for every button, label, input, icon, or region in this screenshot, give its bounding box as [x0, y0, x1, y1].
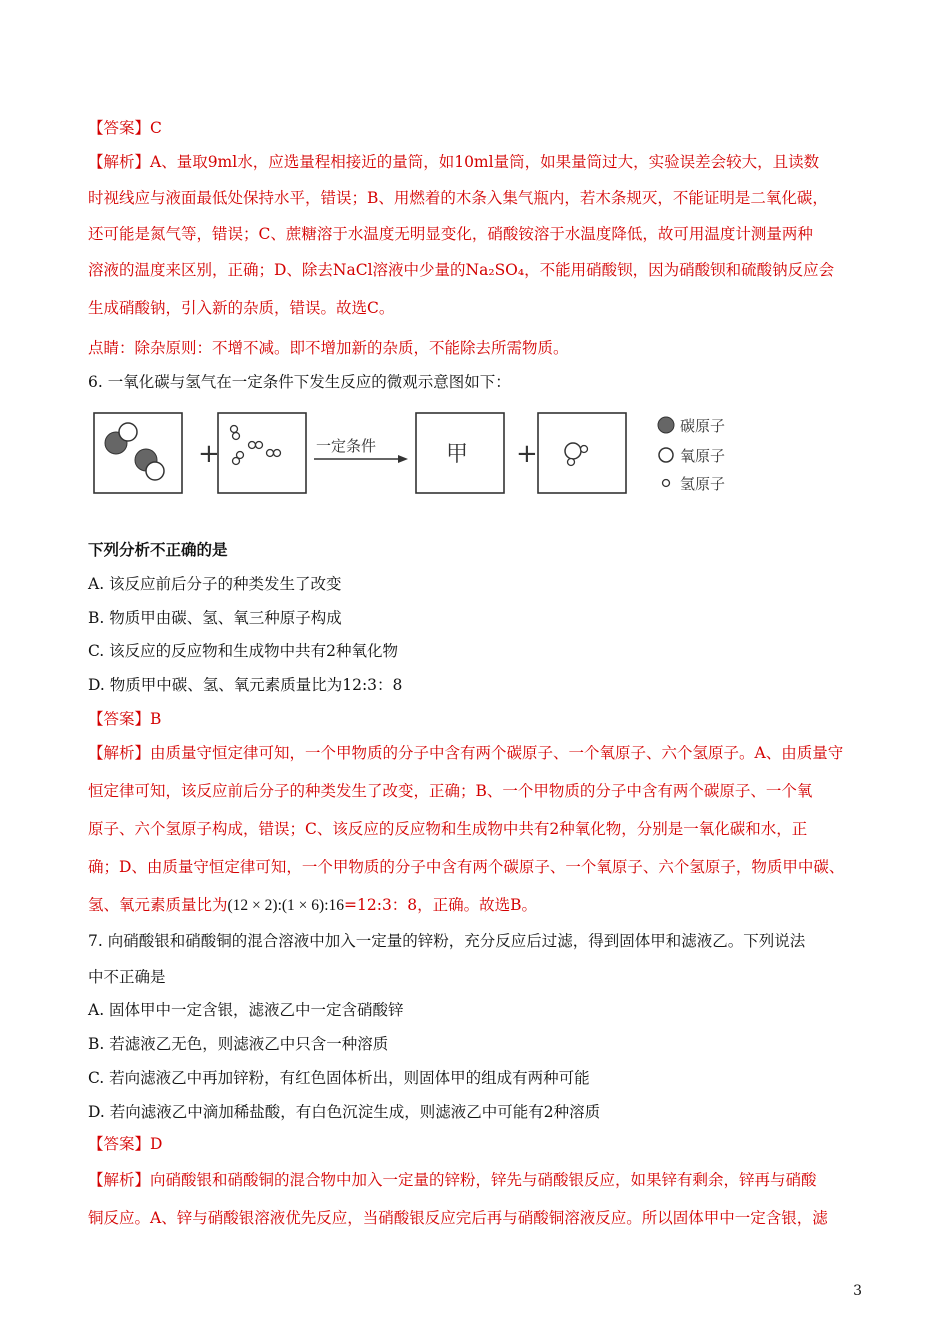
q6-analysis-line: 确；D、由质量守恒定律可知，一个甲物质的分子中含有两个碳原子、一个氧原子、六个氢原子，物质甲中碳、 — [88, 858, 845, 876]
co-molecule-icon — [105, 423, 137, 454]
q7-stem-line: 7. 向硝酸银和硝酸铜的混合溶液中加入一定量的锌粉，充分反应后过滤，得到固体甲和滤液乙。下列说法 — [88, 932, 806, 950]
mass-ratio-formula: (12 × 2):(1 × 6):16 — [227, 897, 345, 914]
arrow-condition: 一定条件 — [316, 437, 377, 455]
q7-analysis-line: 铜反应。A、锌与硝酸银溶液优先反应，当硝酸银反应完后再与硝酸铜溶液反应。所以固体甲中一定含银，滤 — [88, 1209, 828, 1227]
oxygen-atom-icon — [659, 448, 673, 462]
q6-analysis-line: 【解析】由质量守恒定律可知，一个甲物质的分子中含有两个碳原子、一个氧原子、六个氢原子。A、由质量守 — [88, 744, 844, 762]
q5-answer: 【答案】C — [88, 119, 162, 137]
analysis-prefix: 氢、氧元素质量比为 — [88, 896, 228, 914]
q5-analysis-line: 溶液的温度来区别，正确；D、除去NaCl溶液中少量的Na₂SO₄，不能用硝酸钡，因为硝酸钡和硫酸钠反应会 — [88, 261, 835, 279]
analysis-suffix: =12:3：8，正确。故选B。 — [344, 896, 538, 914]
legend-oxygen: 氧原子 — [680, 447, 726, 465]
page-number: 3 — [853, 1283, 862, 1299]
product-box-water — [538, 413, 626, 493]
q6-analysis-line — [88, 895, 537, 916]
water-molecule-icon — [565, 443, 588, 466]
carbon-atom-icon — [658, 417, 674, 433]
q7-answer: 【答案】D — [88, 1135, 163, 1153]
q7-option-c: C. 若向滤液乙中再加锌粉，有红色固体析出，则固体甲的组成有两种可能 — [88, 1069, 590, 1087]
product-label: 甲 — [446, 442, 469, 467]
arrow-head-icon — [398, 455, 408, 463]
h2-molecules-icon — [231, 426, 281, 465]
q7-option-b: B. 若滤液乙无色，则滤液乙中只含一种溶质 — [88, 1035, 389, 1053]
q7-option-d: D. 若向滤液乙中滴加稀盐酸，有白色沉淀生成，则滤液乙中可能有2种溶质 — [88, 1103, 601, 1121]
q6-answer: 【答案】B — [88, 710, 162, 728]
legend-carbon: 碳原子 — [680, 417, 726, 435]
q7-option-a: A. 固体甲中一定含银，滤液乙中一定含硝酸锌 — [88, 1001, 404, 1019]
q6-analysis-line: 原子、六个氢原子构成，错误；C、该反应的反应物和生成物中共有2种氧化物，分别是一氧化碳和水，正 — [88, 820, 808, 838]
q7-stem-line: 中不正确是 — [88, 968, 166, 986]
reaction-diagram — [88, 405, 748, 505]
q7-analysis-line: 【解析】向硝酸银和硝酸铜的混合物中加入一定量的锌粉，锌先与硝酸银反应，如果锌有剩余，锌再与硝酸 — [88, 1171, 817, 1189]
q6-option-d: D. 物质甲中碳、氢、氧元素质量比为12:3：8 — [88, 676, 403, 694]
co-molecule-icon — [135, 449, 164, 480]
q6-option-b: B. 物质甲由碳、氢、氧三种原子构成 — [88, 609, 342, 627]
q6-stem: 6. 一氧化碳与氢气在一定条件下发生反应的微观示意图如下： — [88, 373, 511, 391]
q5-analysis-line: 时视线应与液面最低处保持水平，错误；B、用燃着的木条入集气瓶内，若木条规灭，不能证明是二氧化碳， — [88, 189, 828, 207]
reactant-box-h2 — [218, 413, 306, 493]
plus-sign: + — [516, 439, 538, 469]
plus-sign: + — [198, 439, 220, 469]
q6-prompt: 下列分析不正确的是 — [88, 540, 228, 559]
q5-analysis-line: 生成硝酸钠，引入新的杂质，错误。故选C。 — [88, 299, 395, 317]
q5-analysis-line: 还可能是氮气等，错误；C、蔗糖溶于水温度无明显变化，硝酸铵溶于水温度降低，故可用温度计测量两种 — [88, 225, 813, 243]
q5-analysis-line: 【解析】A、量取9ml水，应选量程相接近的量筒，如10ml量筒，如果量筒过大，实验误差会较大，且读数 — [88, 153, 820, 171]
q5-note: 点睛：除杂原则：不增不减。即不增加新的杂质，不能除去所需物质。 — [88, 339, 569, 357]
hydrogen-atom-icon — [663, 480, 670, 487]
q6-analysis-line: 恒定律可知，该反应前后分子的种类发生了改变，正确；B、一个甲物质的分子中含有两个碳原子、一个氧 — [88, 782, 813, 800]
q6-option-a: A. 该反应前后分子的种类发生了改变 — [88, 575, 342, 593]
legend-hydrogen: 氢原子 — [680, 475, 726, 493]
q6-option-c: C. 该反应的反应物和生成物中共有2种氧化物 — [88, 642, 399, 660]
